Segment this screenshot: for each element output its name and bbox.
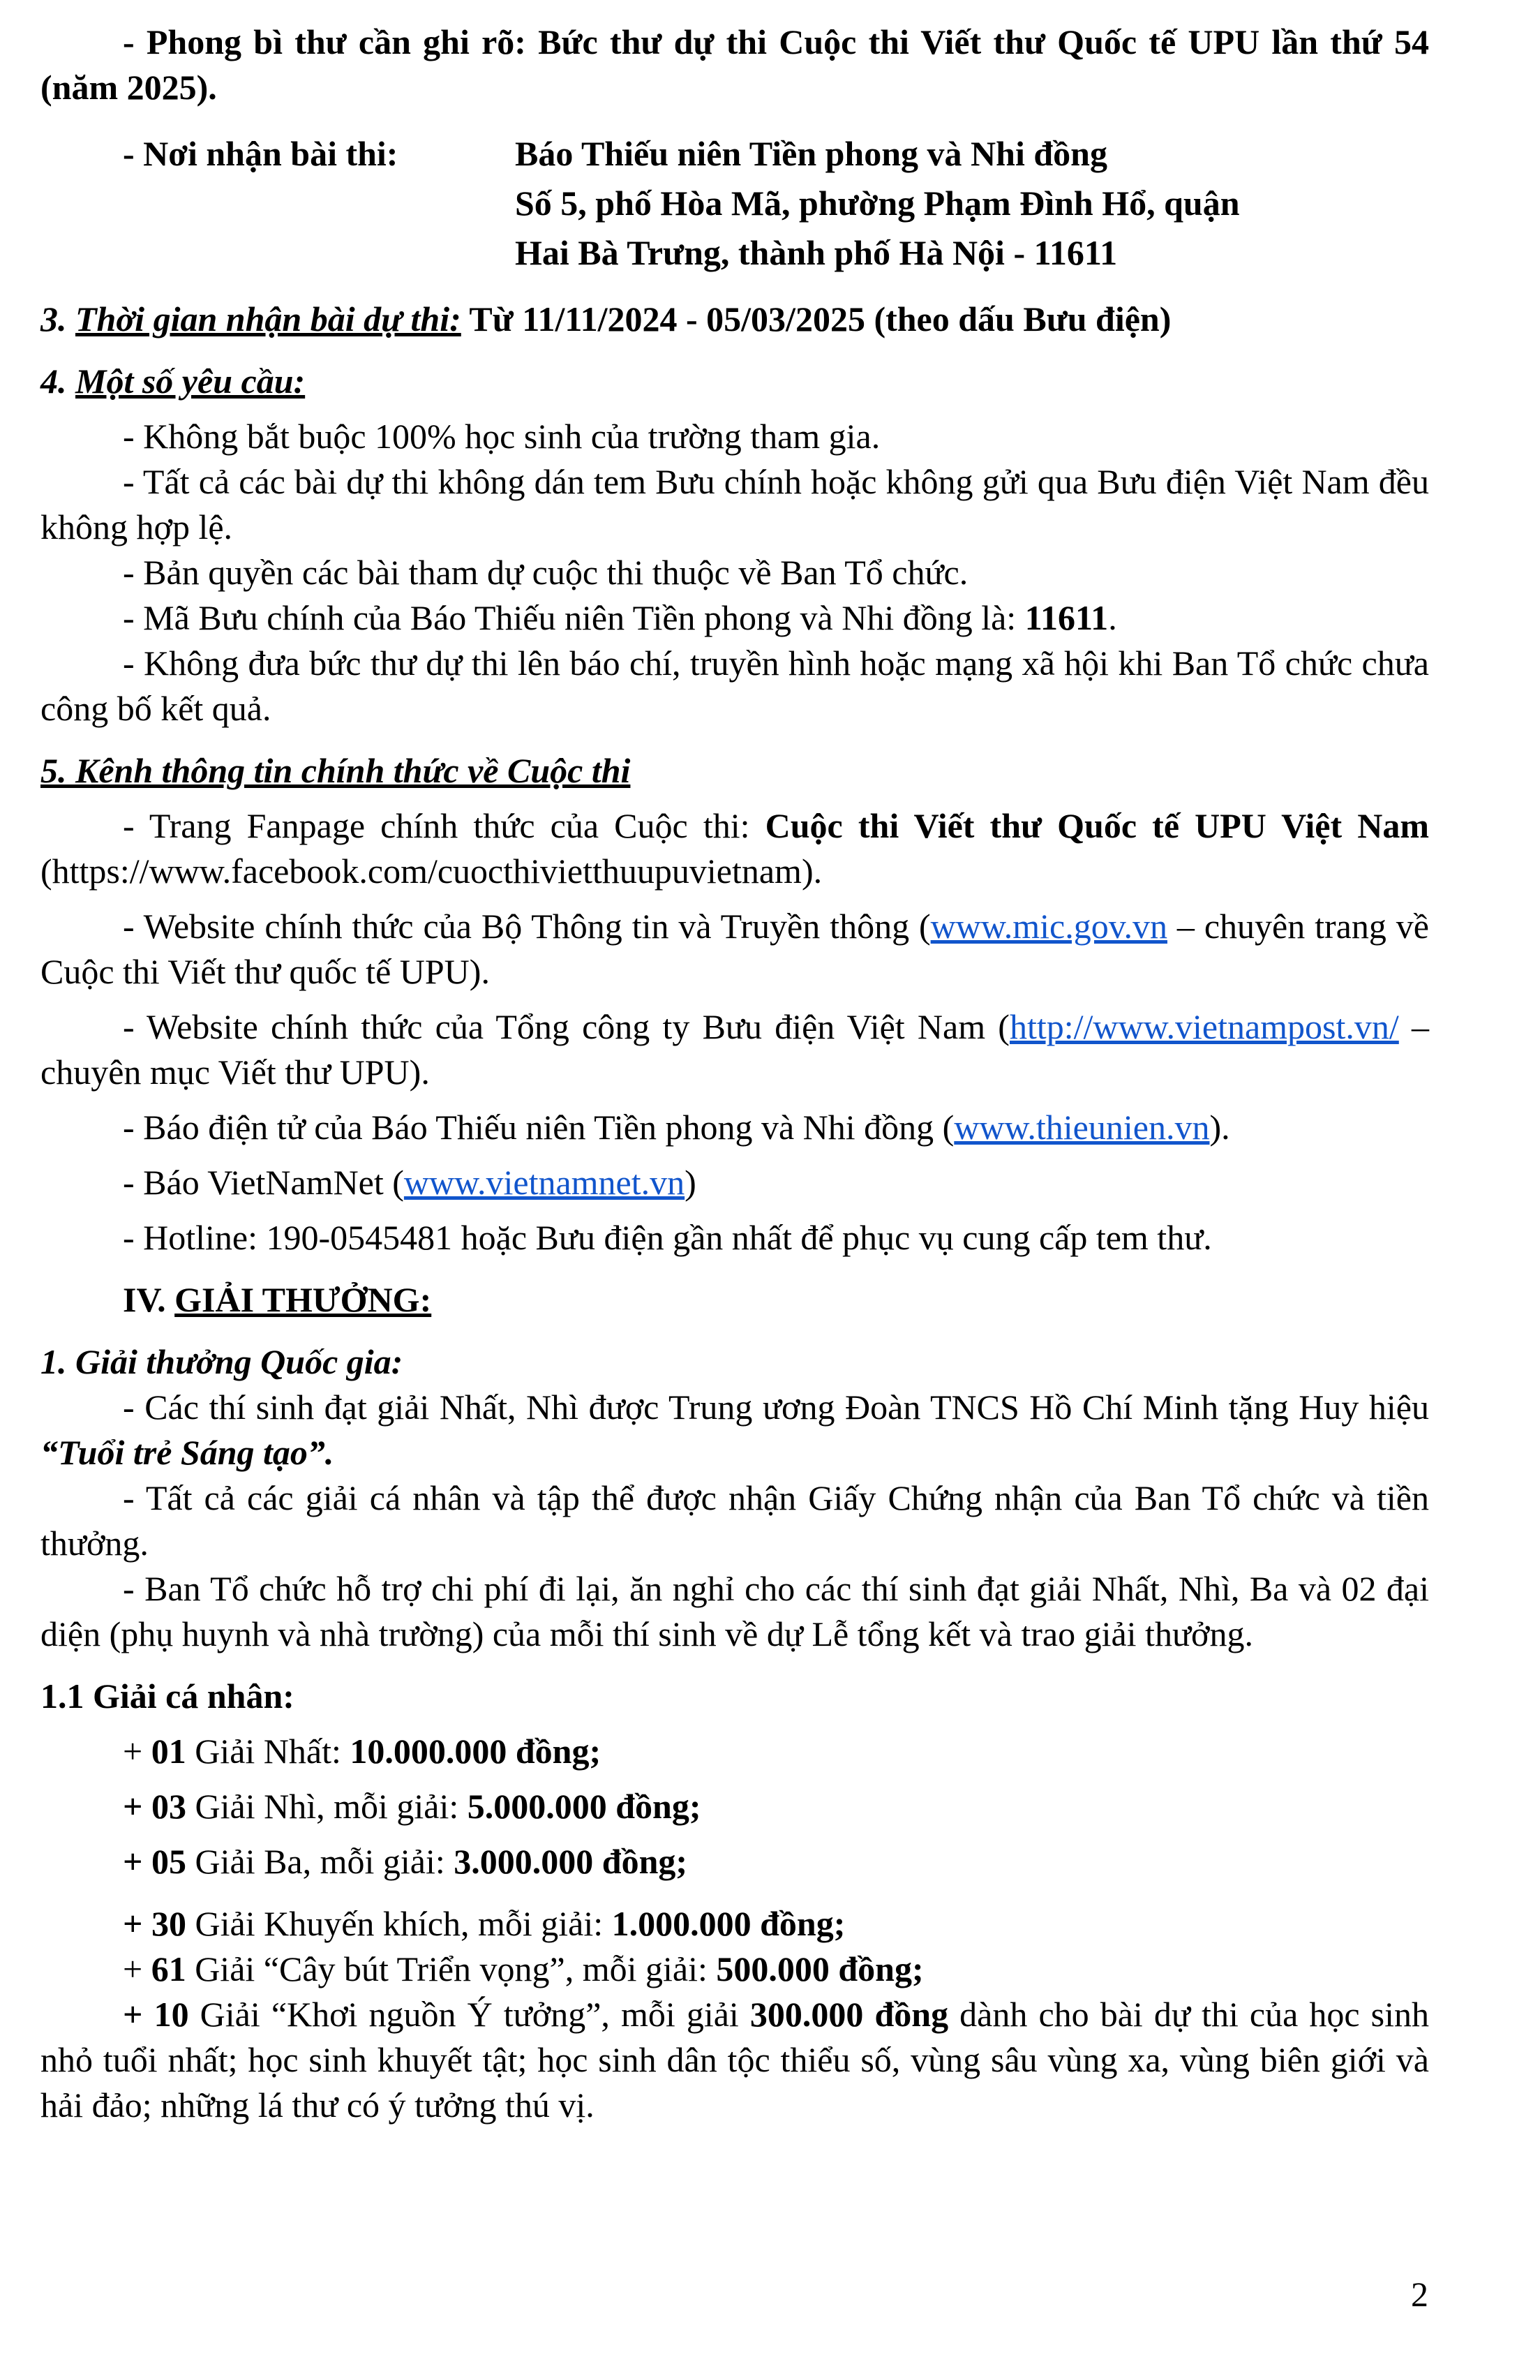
vnpost-text: - Website chính thức của Tổng công ty Bưu điện Việt Nam (: [123, 1007, 1010, 1046]
address-line: Hai Bà Trưng, thành phố Hà Nội - 11611: [515, 233, 1118, 272]
prize-paragraph: - Ban Tổ chức hỗ trợ chi phí đi lại, ăn nghỉ cho các thí sinh đạt giải Nhất, Nhì, Ba và 02 đại diện (phụ huynh và nhà trường) của mỗi thí sinh về dự Lễ tổng kết và trao giải thưởng.: [40, 1569, 1429, 1653]
mic-link[interactable]: www.mic.gov.vn: [930, 907, 1167, 946]
plus: +: [123, 1995, 154, 2034]
vnpost-link[interactable]: http://www.vietnampost.vn/: [1009, 1007, 1399, 1046]
prize-count: 61: [151, 1949, 186, 1988]
prize-count: 10: [154, 1995, 189, 2034]
prize-label: Giải Nhất:: [186, 1732, 350, 1771]
fanpage-text: - Trang Fanpage chính thức của Cuộc thi:: [123, 806, 765, 845]
prize-label: Giải “Cây bút Triển vọng”, mỗi giải:: [186, 1949, 717, 1988]
section-number: 3.: [40, 299, 75, 339]
section-5-heading: 5. Kênh thông tin chính thức về Cuộc thi: [40, 751, 631, 790]
prize-item: [40, 1839, 1429, 1884]
section-4-heading: [40, 359, 1429, 404]
fanpage-name: Cuộc thi Viết thư Quốc tế UPU Việt Nam: [765, 806, 1429, 845]
requirement-item: - Không bắt buộc 100% học sinh của trường tham gia.: [123, 417, 881, 456]
prize-amount: 300.000 đồng: [749, 1995, 949, 2034]
thieunien-item: [40, 1105, 1429, 1150]
section-3: [40, 297, 1429, 342]
prize-count: 05: [151, 1842, 186, 1881]
plus: +: [123, 1949, 151, 1988]
envelope-note: - Phong bì thư cần ghi rõ: Bức thư dự thi Cuộc thi Viết thư Quốc tế UPU lần thứ 54 (năm 2025).: [40, 22, 1429, 107]
plus: +: [123, 1787, 151, 1826]
mic-suffix: – chuyên trang về Cuộc thi Viết thư quốc tế UPU).: [40, 907, 1429, 991]
section-number: IV.: [123, 1280, 175, 1319]
prize-label: Giải Ba, mỗi giải:: [186, 1842, 454, 1881]
prize-amount: 3.000.000 đồng;: [454, 1842, 688, 1881]
postal-suffix: .: [1108, 598, 1117, 637]
vnpost-item: [40, 1004, 1429, 1095]
address-block: [40, 131, 1429, 280]
badge-name: “Tuổi trẻ Sáng tạo”.: [40, 1433, 334, 1472]
vietnamnet-text: - Báo VietNamNet (: [123, 1163, 404, 1202]
prize-amount: 10.000.000 đồng;: [350, 1732, 601, 1771]
individual-prize-heading: 1.1 Giải cá nhân:: [40, 1676, 294, 1716]
mic-text: - Website chính thức của Bộ Thông tin và Truyền thông (: [123, 907, 931, 946]
address-line: Báo Thiếu niên Tiền phong và Nhi đồng: [515, 134, 1107, 173]
vnpost-suffix: – chuyên mục Viết thư UPU).: [40, 1007, 1430, 1092]
prize-item: [40, 1992, 1429, 2128]
section-title: GIẢI THƯỞNG:: [174, 1280, 432, 1319]
section-title: Một số yêu cầu:: [75, 362, 306, 401]
postal-text: - Mã Bưu chính của Báo Thiếu niên Tiền phong và Nhi đồng là:: [123, 598, 1025, 637]
fanpage-item: [40, 803, 1429, 894]
section-number: 4.: [40, 362, 75, 401]
requirement-item: [40, 595, 1429, 641]
plus: +: [123, 1904, 151, 1943]
vietnamnet-link[interactable]: www.vietnamnet.vn: [403, 1163, 685, 1202]
prize-paragraph: - Tất cả các giải cá nhân và tập thể được nhận Giấy Chứng nhận của Ban Tổ chức và tiền thưởng.: [40, 1478, 1429, 1563]
requirement-item: - Bản quyền các bài tham dự cuộc thi thuộc về Ban Tổ chức.: [123, 553, 969, 592]
prize-count: 30: [151, 1904, 186, 1943]
prize-count: 01: [151, 1732, 186, 1771]
section-iv-heading: [40, 1277, 1429, 1323]
address-lines: [515, 131, 1240, 280]
section-title: Thời gian nhận bài dự thi:: [75, 299, 461, 339]
prize-label: Giải Nhì, mỗi giải:: [186, 1787, 468, 1826]
requirement-item: - Không đưa bức thư dự thi lên báo chí, truyền hình hoặc mạng xã hội khi Ban Tổ chức chưa công bố kết quả.: [40, 644, 1429, 728]
prize-item: [40, 1729, 1429, 1774]
prize-label: Giải Khuyến khích, mỗi giải:: [186, 1904, 612, 1943]
vietnamnet-item: [40, 1160, 1429, 1205]
prize-label: Giải “Khơi nguồn Ý tưởng”, mỗi giải: [188, 1995, 750, 2034]
prize-paragraph: [40, 1385, 1429, 1475]
prize-item: [40, 1947, 1429, 1992]
requirement-item: - Tất cả các bài dự thi không dán tem Bưu chính hoặc không gửi qua Bưu điện Việt Nam đều không hợp lệ.: [40, 462, 1429, 546]
mic-item: [40, 904, 1429, 995]
plus: +: [123, 1732, 151, 1771]
fanpage-url: (https://www.facebook.com/cuocthivietthuupuvietnam).: [40, 851, 823, 891]
prize-text: - Các thí sinh đạt giải Nhất, Nhì được Trung ương Đoàn TNCS Hồ Chí Minh tặng Huy hiệu: [123, 1388, 1429, 1427]
page-number: 2: [1411, 2275, 1428, 2314]
prize-count: 03: [151, 1787, 186, 1826]
prize-amount: 5.000.000 đồng;: [467, 1787, 701, 1826]
national-prize-heading: 1. Giải thưởng Quốc gia:: [40, 1342, 403, 1381]
thieunien-suffix: ).: [1209, 1108, 1230, 1147]
prize-amount: 500.000 đồng;: [716, 1949, 924, 1988]
vietnamnet-suffix: ): [685, 1163, 696, 1202]
postal-code: 11611: [1024, 598, 1109, 637]
thieunien-link[interactable]: www.thieunien.vn: [954, 1108, 1210, 1147]
section-text: Từ 11/11/2024 - 05/03/2025 (theo dấu Bưu điện): [461, 299, 1172, 339]
prize-item: [40, 1784, 1429, 1829]
prize-item: [40, 1901, 1429, 1947]
thieunien-text: - Báo điện tử của Báo Thiếu niên Tiền phong và Nhi đồng (: [123, 1108, 955, 1147]
address-line: Số 5, phố Hòa Mã, phường Phạm Đình Hổ, quận: [515, 184, 1240, 223]
hotline-item: - Hotline: 190-0545481 hoặc Bưu điện gần nhất để phục vụ cung cấp tem thư.: [123, 1218, 1212, 1257]
prize-description: dành cho bài dự thi của học sinh nhỏ tuổi nhất; học sinh khuyết tật; học sinh dân tộc thiểu số, vùng sâu vùng xa, vùng biên giới và hải đảo; những lá thư có ý tưởng thú vị.: [40, 1995, 1429, 2125]
address-label: - Nơi nhận bài thi:: [123, 134, 398, 173]
prize-amount: 1.000.000 đồng;: [611, 1904, 846, 1943]
document-page: [40, 20, 1429, 2128]
plus: +: [123, 1842, 151, 1881]
